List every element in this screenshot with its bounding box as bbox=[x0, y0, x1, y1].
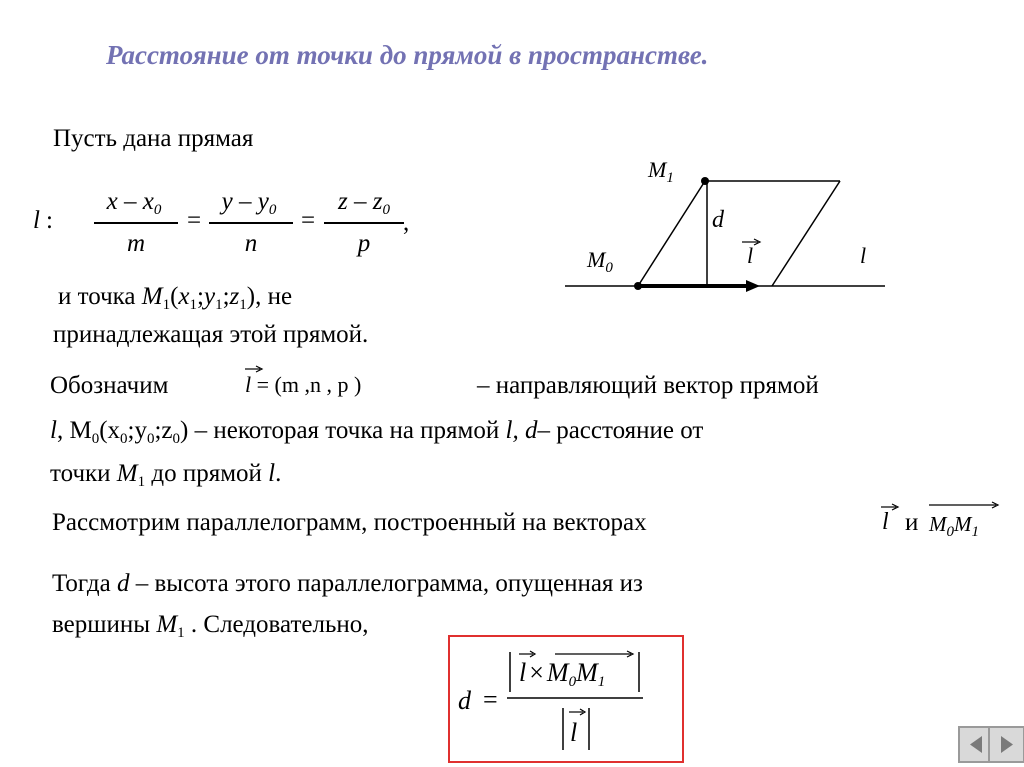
notation-l3: l bbox=[268, 460, 276, 487]
eq-num-2 bbox=[207, 188, 291, 216]
consider-M0: M bbox=[929, 512, 947, 536]
notation-comma-M0: , M bbox=[56, 417, 92, 444]
slide-title: Расстояние от точки до прямой в пространстве. bbox=[106, 40, 709, 70]
eq-lhs bbox=[33, 208, 53, 233]
diagram-label-M0-sub: 0 bbox=[605, 260, 613, 276]
diagram-vector-arrow-icon bbox=[746, 280, 760, 292]
formula-num-M1-sub: 1 bbox=[597, 674, 606, 690]
notation-line-3 bbox=[50, 460, 282, 490]
notation-lead: Обозначим bbox=[50, 372, 169, 399]
diagram-side-right bbox=[772, 181, 840, 286]
diagram-point-M1 bbox=[701, 177, 709, 185]
then-M1: M bbox=[156, 611, 178, 638]
formula-num-l: l bbox=[519, 658, 527, 687]
notation-d: , d bbox=[512, 417, 538, 444]
notation-dist: – расстояние от bbox=[537, 417, 704, 444]
notation-z0: ;z bbox=[154, 417, 173, 444]
notation-do: до прямой bbox=[145, 460, 269, 487]
notation-vec-l bbox=[245, 372, 251, 397]
consider-M1: M bbox=[954, 512, 972, 536]
point-y-sub: 1 bbox=[215, 297, 223, 313]
then-a: Тогда bbox=[52, 570, 117, 597]
eq-num-1-text: x – x bbox=[106, 188, 154, 215]
eq-num-3-sub: 0 bbox=[382, 202, 390, 218]
formula-eq: = bbox=[483, 685, 498, 714]
notation-x0-sub: 0 bbox=[120, 431, 128, 447]
consider-vec-M0M1 bbox=[929, 512, 979, 540]
eq-comma: , bbox=[403, 209, 410, 236]
eq-bar-3 bbox=[324, 222, 404, 224]
eq-equals-2: = bbox=[301, 207, 316, 234]
then-M1-sub: 1 bbox=[177, 625, 185, 641]
formula-num-M0: M bbox=[546, 658, 569, 687]
diagram-label-M1-text: M bbox=[648, 157, 667, 182]
consider-text: Рассмотрим параллелограмм, построенный на векторах bbox=[52, 509, 647, 536]
consider-vec-l-arrow-icon bbox=[880, 502, 900, 512]
point-x-sub: 1 bbox=[189, 297, 198, 313]
next-arrow-icon bbox=[990, 728, 1023, 761]
diagram-side-left bbox=[638, 181, 705, 286]
diagram-point-M0 bbox=[634, 282, 642, 290]
notation-dash-text: – направляющий вектор прямой bbox=[477, 372, 819, 399]
diagram-label-lvec: l bbox=[747, 243, 754, 268]
point-line-1 bbox=[58, 283, 293, 313]
parallelogram-diagram bbox=[560, 150, 900, 300]
notation-point0: (x bbox=[99, 417, 121, 444]
consider-and: и bbox=[905, 509, 919, 536]
notation-y0: ;y bbox=[127, 417, 147, 444]
notation-y0-sub: 0 bbox=[146, 431, 155, 447]
point-semi-1: ; bbox=[197, 283, 204, 310]
then-c: вершины bbox=[52, 611, 157, 638]
point-before: и точка bbox=[58, 283, 142, 310]
point-z-sub: 1 bbox=[239, 297, 247, 313]
diagram-label-M0-text: M bbox=[587, 247, 606, 272]
formula-structure bbox=[505, 646, 650, 756]
notation-vec-eq: = (m ,n , p ) bbox=[256, 372, 362, 397]
eq-den-3: p bbox=[357, 230, 371, 257]
eq-den-1: m bbox=[126, 230, 146, 257]
then-e: . Следовательно, bbox=[184, 611, 369, 638]
eq-equals-1: = bbox=[187, 207, 202, 234]
notation-vec-arrow-icon bbox=[244, 364, 264, 374]
notation-l2: l bbox=[505, 417, 513, 444]
intro-text: Пусть дана прямая bbox=[53, 125, 254, 152]
point-M: M bbox=[141, 283, 163, 310]
notation-vector-def bbox=[245, 372, 361, 398]
consider-vec-l: l bbox=[882, 509, 889, 535]
then-line-1 bbox=[52, 571, 643, 596]
then-b: – высота этого параллелограмма, опущенная из bbox=[129, 570, 643, 597]
eq-bar-2 bbox=[209, 222, 293, 224]
point-x: x bbox=[178, 283, 190, 310]
eq-den-2: n bbox=[244, 230, 258, 257]
point-y: y bbox=[203, 283, 216, 310]
formula-d: d bbox=[458, 686, 471, 715]
eq-num-2-text: y – y bbox=[221, 188, 269, 215]
point-open: ( bbox=[170, 283, 179, 310]
formula-num-M1: M bbox=[576, 658, 598, 687]
point-close: ), не bbox=[246, 283, 293, 310]
point-M-sub: 1 bbox=[162, 297, 171, 313]
eq-num-3 bbox=[322, 188, 406, 216]
formula-den-l: l bbox=[570, 718, 578, 747]
point-z: z bbox=[229, 283, 240, 310]
diagram-label-M1-sub: 1 bbox=[666, 170, 674, 186]
point-semi-2: ; bbox=[222, 283, 230, 310]
eq-colon: : bbox=[45, 207, 53, 234]
consider-M1-sub: 1 bbox=[971, 524, 979, 540]
then-line-2 bbox=[52, 611, 369, 641]
notation-M0-sub: 0 bbox=[91, 431, 100, 447]
notation-line-2 bbox=[50, 417, 704, 447]
then-d: d bbox=[116, 570, 130, 597]
point-line-2: принадлежащая этой прямой. bbox=[53, 321, 369, 348]
notation-vec-l-text: l bbox=[245, 372, 252, 397]
eq-num-2-sub: 0 bbox=[268, 202, 277, 218]
consider-M0-sub: 0 bbox=[946, 524, 954, 540]
eq-bar-1 bbox=[94, 222, 178, 224]
eq-num-1-sub: 0 bbox=[153, 202, 162, 218]
next-slide-button[interactable] bbox=[988, 726, 1024, 763]
notation-M1-sub: 1 bbox=[137, 474, 146, 490]
notation-period: . bbox=[275, 460, 282, 487]
notation-tochki: точки bbox=[50, 460, 117, 487]
eq-num-3-text: z – z bbox=[338, 188, 383, 215]
notation-M1: M bbox=[116, 460, 138, 487]
notation-mid: – некоторая точка на прямой bbox=[188, 417, 506, 444]
consider-vec-M0M1-arrow-icon bbox=[928, 500, 1000, 510]
formula-times: × bbox=[529, 658, 544, 687]
notation-close0: ) bbox=[180, 417, 189, 444]
eq-num-1 bbox=[92, 188, 176, 216]
diagram-label-d: d bbox=[712, 207, 724, 233]
formula-num-M0-sub: 0 bbox=[568, 674, 577, 690]
eq-l: l bbox=[33, 207, 40, 234]
diagram-label-M0 bbox=[587, 247, 613, 276]
diagram-label-l: l bbox=[860, 243, 867, 268]
diagram-label-M1 bbox=[648, 157, 674, 186]
notation-z0-sub: 0 bbox=[172, 431, 181, 447]
notation-l: l bbox=[50, 417, 57, 444]
